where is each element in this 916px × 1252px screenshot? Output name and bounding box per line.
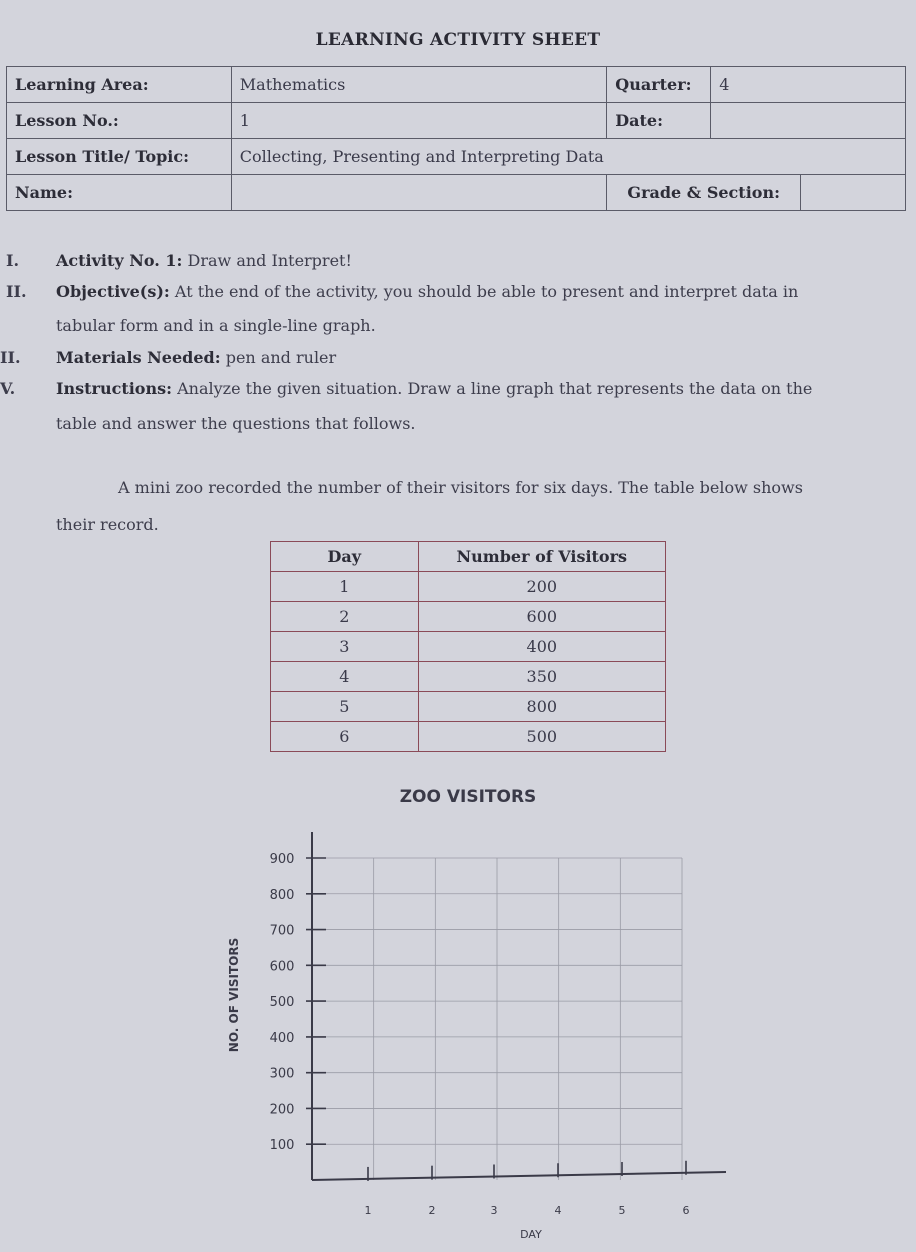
activity-number: I. [6, 251, 20, 270]
lesson-no-label: Lesson No.: [7, 103, 232, 139]
x-axis-line [312, 1172, 726, 1180]
y-tick-label: 500 [269, 995, 295, 1011]
instructions-number: V. [0, 379, 16, 398]
x-tick-label: 4 [554, 1204, 562, 1217]
chart-grid [312, 858, 682, 1180]
activity-text: Draw and Interpret! [182, 251, 352, 270]
x-tick-label: 2 [428, 1204, 436, 1217]
lesson-no-value: 1 [231, 103, 607, 139]
chart-axes [306, 832, 726, 1181]
date-label: Date: [607, 103, 711, 139]
activity-label: Activity No. 1: [56, 251, 183, 270]
learning-area-value: Mathematics [231, 67, 607, 103]
situation-text: A mini zoo recorded the number of their visitors for six days. The table below shows [118, 478, 803, 497]
visitors-cell: 600 [418, 602, 665, 632]
visitors-cell: 800 [418, 692, 665, 722]
y-tick-label: 600 [269, 959, 295, 975]
lesson-title-value: Collecting, Presenting and Interpreting Data [231, 139, 905, 175]
x-tick-labels [365, 1204, 690, 1217]
objective-text-continued: tabular form and in a single-line graph. [56, 316, 376, 335]
visitors-cell: 400 [418, 632, 665, 662]
learning-area-label: Learning Area: [7, 67, 232, 103]
instructions-text-continued: table and answer the questions that follows. [56, 414, 416, 433]
y-tick-label: 100 [269, 1138, 295, 1154]
visitors-header: Number of Visitors [418, 542, 665, 572]
x-tick-label: 3 [490, 1204, 498, 1217]
y-tick-label: 900 [269, 852, 295, 867]
materials-number: II. [0, 348, 21, 367]
objective-text: At the end of the activity, you should be able to present and interpret data in [169, 282, 799, 301]
y-tick-label: 700 [269, 923, 295, 939]
day-cell: 2 [271, 602, 419, 632]
instructions-text: Analyze the given situation. Draw a line graph that represents the data on the [172, 379, 813, 398]
y-tick-labels [270, 852, 295, 1153]
visitors-cell: 500 [418, 722, 665, 752]
x-axis-label: DAY [520, 1228, 542, 1241]
day-cell: 4 [271, 662, 419, 692]
quarter-value: 4 [711, 67, 906, 103]
quarter-label: Quarter: [607, 67, 711, 103]
day-cell: 3 [271, 632, 419, 662]
materials-text: pen and ruler [220, 348, 337, 367]
day-header: Day [271, 542, 419, 572]
x-tick-label: 5 [618, 1204, 626, 1217]
grade-section-label: Grade & Section: [607, 175, 801, 211]
sheet-title: LEARNING ACTIVITY SHEET [315, 30, 601, 50]
y-tick-label: 300 [269, 1066, 295, 1082]
y-tick-label: 200 [269, 1102, 295, 1118]
name-label: Name: [7, 175, 232, 211]
materials-label: Materials Needed: [56, 348, 221, 367]
day-cell: 5 [271, 692, 419, 722]
objective-number: II. [6, 282, 27, 301]
chart-title: ZOO VISITORS [399, 787, 537, 807]
y-tick-label: 400 [269, 1030, 295, 1046]
day-cell: 1 [271, 572, 419, 602]
y-tick-label: 800 [269, 887, 295, 903]
visitors-cell: 200 [418, 572, 665, 602]
situation-text-continued: their record. [56, 515, 159, 534]
x-tick-label: 1 [364, 1204, 372, 1217]
visitors-cell: 350 [418, 662, 665, 692]
objective-label: Objective(s): [56, 282, 170, 301]
y-axis-label: NO. OF VISITORS [227, 937, 241, 1053]
x-tick-label: 6 [682, 1204, 690, 1217]
day-cell: 6 [271, 722, 419, 752]
lesson-title-label: Lesson Title/ Topic: [7, 139, 232, 175]
instructions-label: Instructions: [56, 379, 173, 398]
